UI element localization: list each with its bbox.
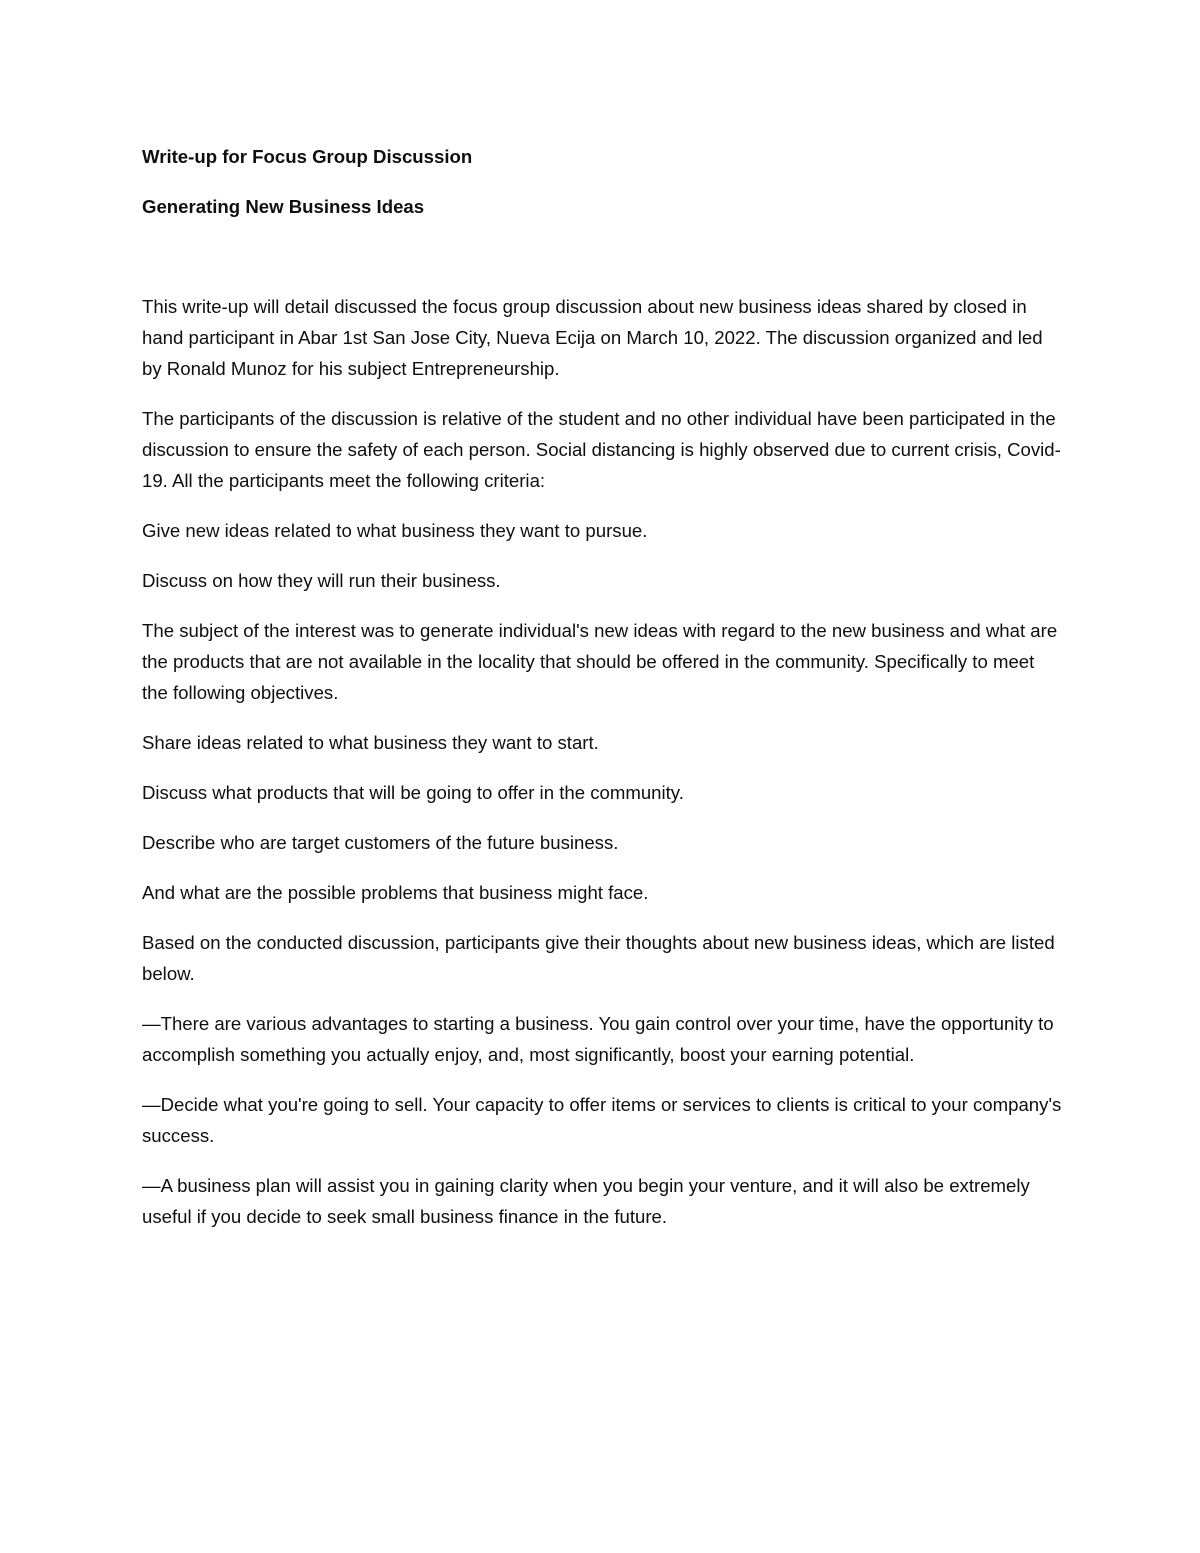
document-body (142, 141, 1062, 1251)
objective-item-4: And what are the possible problems that business might face. (142, 882, 649, 903)
paragraph-participants: The participants of the discussion is relative of the student and no other individual have been participated in the discussion to ensure the safety of each person. Social distancing is highly observed due to current crisis, Covid-19. All the participants meet the following criteria: (142, 408, 1061, 491)
idea-item-1: —There are various advantages to starting a business. You gain control over your time, have the opportunity to accomplish something you actually enjoy, and, most significantly, boost your earning potential. (142, 1013, 1054, 1065)
criteria-item-2: Discuss on how they will run their business. (142, 570, 501, 591)
idea-item-2: —Decide what you're going to sell. Your capacity to offer items or services to clients is critical to your company's success. (142, 1094, 1062, 1146)
paragraph-subject: The subject of the interest was to generate individual's new ideas with regard to the new business and what are the products that are not available in the locality that should be offered in the community. Specifically to meet the following objectives. (142, 620, 1058, 703)
objective-item-3: Describe who are target customers of the future business. (142, 832, 619, 853)
paragraph-intro: This write-up will detail discussed the focus group discussion about new business ideas shared by closed in hand participant in Abar 1st San Jose City, Nueva Ecija on March 10, 2022. The discussion organized and led by Ronald Munoz for his subject Entrepreneurship. (142, 296, 1043, 379)
objective-item-2: Discuss what products that will be going to offer in the community. (142, 782, 684, 803)
criteria-item-1: Give new ideas related to what business they want to pursue. (142, 520, 648, 541)
objective-item-1: Share ideas related to what business they want to start. (142, 732, 599, 753)
document-subtitle: Generating New Business Ideas (142, 196, 425, 217)
paragraph-results: Based on the conducted discussion, participants give their thoughts about new business ideas, which are listed below. (142, 932, 1055, 984)
document-title: Write-up for Focus Group Discussion (142, 146, 473, 167)
idea-item-3: —A business plan will assist you in gaining clarity when you begin your venture, and it will also be extremely useful if you decide to seek small business finance in the future. (142, 1175, 1030, 1227)
